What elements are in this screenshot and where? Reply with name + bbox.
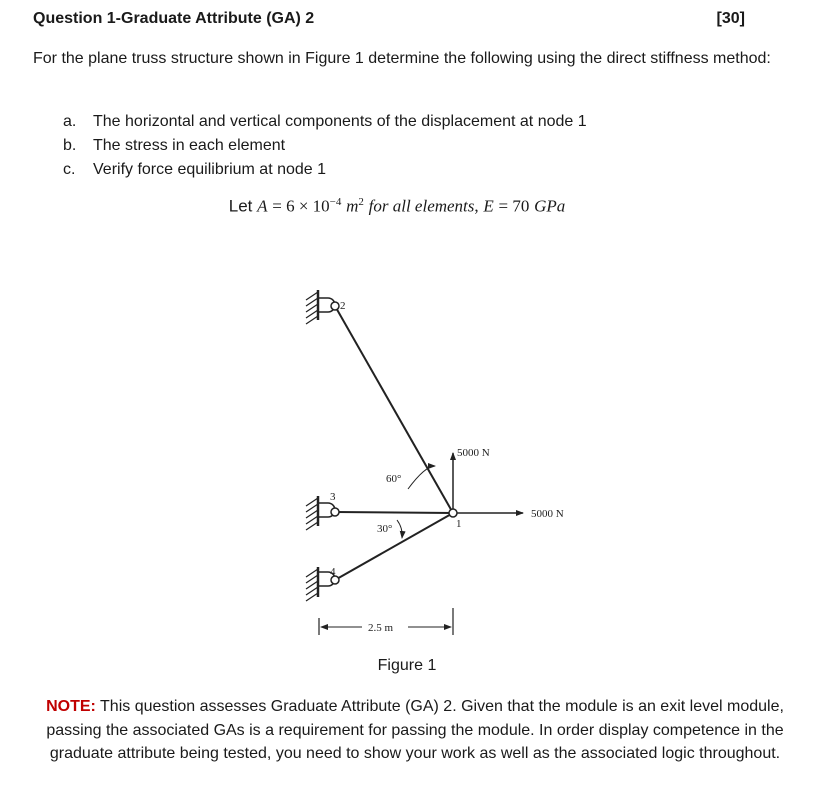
load-label-vertical: 5000 N	[457, 447, 490, 459]
pin-node-1	[449, 509, 457, 517]
note-label: NOTE:	[46, 698, 96, 715]
note-text: This question assesses Graduate Attribute (GA) 2. Given that the module is an exit level module, passing the associated GAs is a requirement for passing the module. In order display competence in the graduate attribute being tested, you need to show your work as well as the associated logic throughout.	[46, 698, 784, 762]
modulus-symbol: E	[483, 196, 494, 216]
part-label: b.	[63, 137, 77, 154]
part-text: The stress in each element	[93, 137, 286, 154]
load-label-horizontal: 5000 N	[531, 508, 564, 520]
area-unit-exponent: 2	[358, 196, 364, 208]
figure-caption: Figure 1	[377, 657, 437, 674]
question-intro: For the plane truss structure shown in Figure 1 determine the following using the direct stiffness method:	[33, 50, 771, 67]
part-label: c.	[63, 161, 76, 178]
formula-scope: for all elements	[368, 196, 475, 216]
area-exponent: −4	[329, 196, 342, 208]
list-item	[63, 110, 587, 134]
node-label-4: 4	[330, 566, 336, 578]
angle-arc-30	[397, 520, 402, 538]
truss-figure	[0, 270, 834, 645]
modulus-unit: GPa	[534, 196, 566, 216]
question-marks: [30]	[716, 10, 745, 27]
truss-member-1-3	[335, 512, 453, 513]
list-item	[63, 134, 587, 158]
truss-member-1-4	[335, 513, 453, 580]
note-paragraph	[45, 695, 785, 766]
list-item	[63, 158, 587, 182]
angle-label-lower: 30°	[377, 523, 393, 535]
question-parts-list	[63, 110, 587, 182]
pin-node-2	[331, 302, 339, 310]
angle-label-upper: 60°	[386, 473, 402, 485]
part-text: Verify force equilibrium at node 1	[93, 161, 327, 178]
area-value: = 6 × 10	[272, 196, 330, 216]
pin-node-3	[331, 508, 339, 516]
part-text: The horizontal and vertical components of the displacement at node 1	[93, 113, 587, 130]
given-values-formula: Let $A = 6 \times 10^{-4}$ $m^2$ for all elements, E = 70 GPa	[228, 196, 566, 216]
dimension-label: 2.5 m	[368, 622, 394, 634]
area-unit: m	[346, 196, 359, 216]
modulus-value: = 70	[498, 196, 530, 216]
angle-arc-60	[408, 466, 435, 489]
node-label-2: 2	[340, 300, 346, 312]
node-label-1: 1	[456, 518, 462, 530]
formula-let: Let	[228, 196, 253, 216]
part-label: a.	[63, 113, 77, 130]
question-header	[33, 10, 745, 28]
node-label-3: 3	[330, 491, 336, 503]
question-title: Question 1-Graduate Attribute (GA) 2	[33, 10, 315, 27]
area-symbol: A	[257, 196, 268, 216]
